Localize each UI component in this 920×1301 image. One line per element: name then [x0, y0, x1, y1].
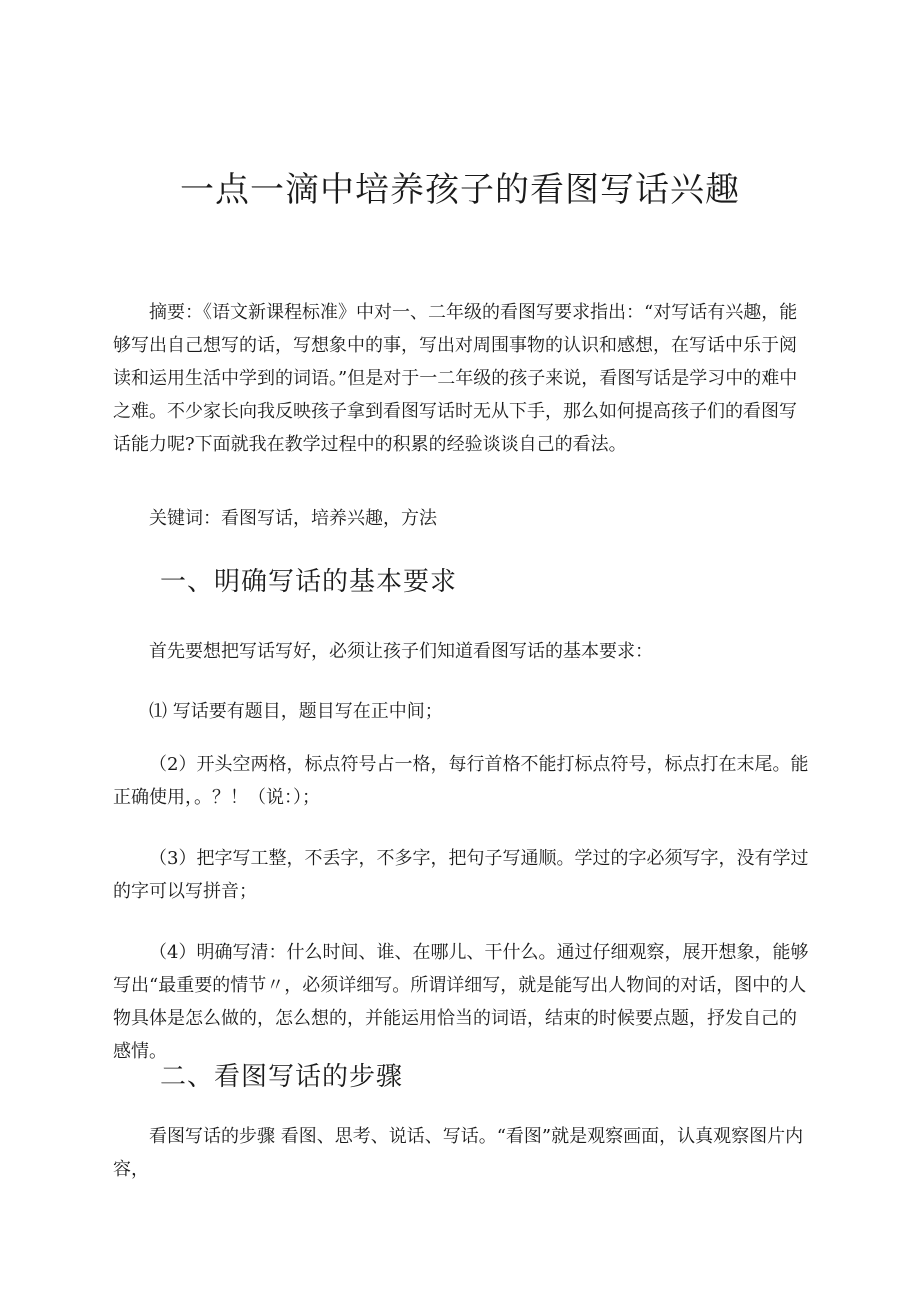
- requirement-item-3: （3）把字写工整，不丢字，不多字，把句子写通顺。学过的字必须写字，没有学过的字可以写拼音；: [113, 848, 809, 902]
- requirement-item-2: （2）开头空两格，标点符号占一格，每行首格不能打标点符号，标点打在末尾。能正确使用，。？！（说：）；: [113, 754, 809, 808]
- document-title: 一点一滴中培养孩子的看图写话兴趣: [180, 170, 740, 210]
- section2-intro: 看图写话的步骤 看图、思考、说话、写话。“看图”就是观察画面，认真观察图片内容，: [113, 1126, 804, 1180]
- section1-intro: 首先要想把写话写好，必须让孩子们知道看图写话的基本要求：: [149, 641, 653, 662]
- keywords-paragraph: 关键词：看图写话，培养兴趣，方法: [149, 508, 437, 529]
- section-heading-1: 一、明确写话的基本要求: [160, 567, 458, 597]
- requirement-item-1: ⑴ 写话要有题目，题目写在正中间；: [149, 701, 443, 722]
- section-heading-2: 二、看图写话的步骤: [160, 1062, 404, 1092]
- requirement-item-4: （4）明确写清：什么时间、谁、在哪儿、干什么。通过仔细观察，展开想象，能够写出“最重要的情节〃，必须详细写。所谓详细写，就是能写出人物间的对话，图中的人物具体是怎么做的，怎么想的，并能运用恰当的词语，结束的时候要点题，抒发自己的感情。: [113, 942, 809, 1062]
- abstract-paragraph: 摘要：《语文新课程标准》中对一、二年级的看图写要求指出：“对写话有兴趣，能够写出自己想写的话，写想象中的事，写出对周围事物的认识和感想，在写话中乐于阅读和运用生活中学到的词语。”但是对于一二年级的孩子来说，看图写话是学习中的难中之难。不少家长向我反映孩子拿到看图写话时无从下手，那么如何提高孩子们的看图写话能力呢?下面就我在教学过程中的积累的经验谈谈自己的看法。: [113, 302, 798, 455]
